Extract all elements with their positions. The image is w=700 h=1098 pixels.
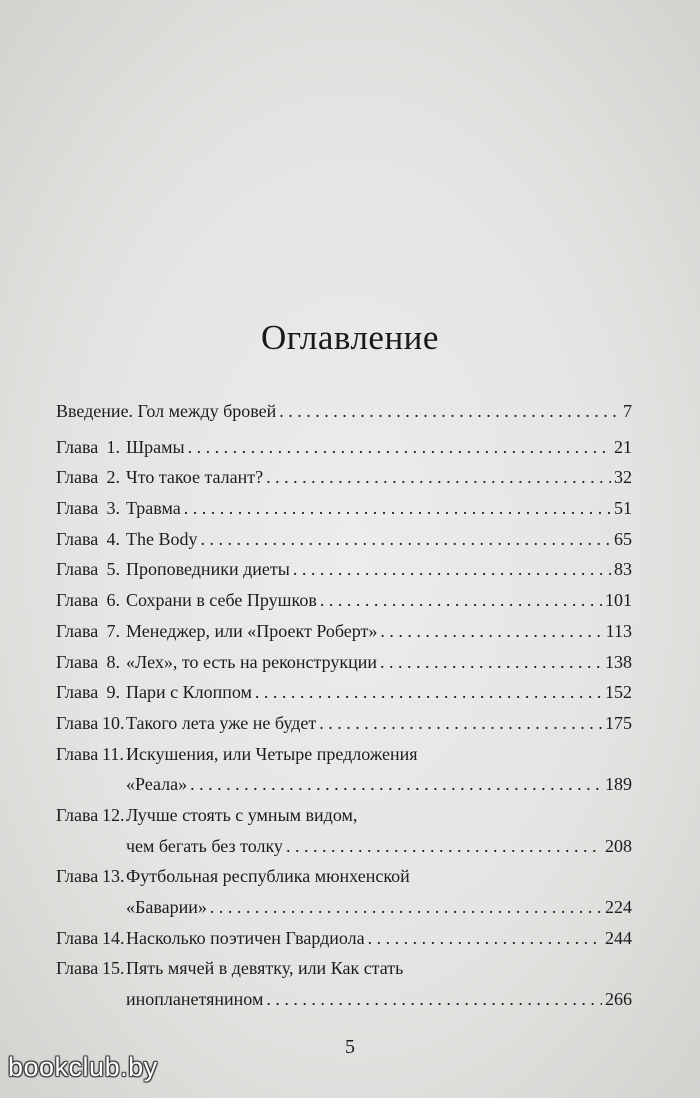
- entry-page-number: 175: [605, 712, 632, 733]
- dot-leader: [380, 616, 602, 647]
- page-number: 5: [345, 1036, 355, 1058]
- chapter-label: Глава: [56, 559, 99, 580]
- entry-title: Что такое талант?: [126, 467, 264, 488]
- toc-entry: [56, 831, 632, 862]
- entry-title: Искушения, или Четыре предложения: [126, 743, 418, 764]
- entry-title: чем бегать без толку: [126, 835, 283, 856]
- entry-page-number: 21: [614, 436, 632, 457]
- chapter-number: 7.: [106, 620, 120, 641]
- chapter-number: 5.: [106, 559, 120, 580]
- chapter-label: Глава: [56, 467, 99, 488]
- entry-title: Введение. Гол между бровей: [56, 401, 277, 421]
- chapter-number: 9.: [106, 682, 120, 703]
- dot-leader: [255, 677, 602, 708]
- entry-title: Насколько поэтичен Гвардиола: [126, 927, 365, 948]
- toc-entry: [56, 892, 632, 923]
- entry-page-number: 224: [605, 897, 632, 917]
- chapter-label: Глава: [56, 590, 99, 611]
- entry-title: Лучше стоять с умным видом,: [126, 804, 358, 825]
- chapter-label: Глава: [56, 958, 99, 979]
- toc-entry: [56, 923, 632, 954]
- dot-leader: [279, 396, 620, 427]
- toc-entry: [56, 616, 632, 647]
- entry-page-number: 51: [614, 498, 632, 519]
- chapter-number: 13.: [102, 866, 125, 887]
- toc-entry: [56, 493, 632, 524]
- chapter-number: 15.: [102, 958, 125, 979]
- chapter-number: 6.: [106, 590, 120, 611]
- chapter-label: Глава: [56, 866, 99, 887]
- chapter-label: Глава: [56, 743, 99, 764]
- entry-page-number: 65: [614, 528, 632, 549]
- entry-title: Футбольная республика мюнхенской: [126, 866, 410, 887]
- chapter-label: Глава: [56, 498, 99, 519]
- chapter-label: Глава: [56, 804, 99, 825]
- chapter-label: Глава: [56, 682, 99, 703]
- toc-entry: [56, 953, 632, 984]
- dot-leader: [184, 493, 611, 524]
- entry-title: инопланетянином: [126, 989, 264, 1010]
- entry-page-number: 113: [605, 620, 632, 641]
- entry-title: Пари с Клоппом: [126, 682, 252, 703]
- chapter-label: Глава: [56, 620, 99, 641]
- entry-title: «Лех», то есть на реконструкции: [126, 651, 378, 672]
- dot-leader: [190, 769, 602, 800]
- dot-leader: [368, 923, 602, 954]
- dot-leader: [266, 984, 602, 1015]
- chapter-label: Глава: [56, 651, 99, 672]
- entry-title: Такого лета уже не будет: [126, 712, 317, 733]
- chapter-number: 1.: [106, 436, 120, 457]
- toc-entry: [56, 524, 632, 555]
- entry-title: Проповедники диеты: [126, 559, 290, 580]
- toc-entry: [56, 861, 632, 892]
- entry-page-number: 32: [614, 467, 632, 488]
- toc-entry: [56, 769, 632, 800]
- dot-leader: [319, 708, 602, 739]
- toc-entry: [56, 396, 632, 427]
- dot-leader: [210, 892, 602, 923]
- chapter-number: 11.: [102, 743, 124, 764]
- entry-page-number: 208: [605, 835, 632, 856]
- chapter-number: 8.: [106, 651, 120, 672]
- chapter-label: Глава: [56, 528, 99, 549]
- entry-title: Шрамы: [126, 436, 185, 457]
- entry-page-number: 266: [605, 989, 632, 1010]
- dot-leader: [380, 647, 602, 678]
- entry-page-number: 189: [605, 774, 632, 795]
- chapter-number: 14.: [102, 927, 125, 948]
- entry-title: Менеджер, или «Проект Роберт»: [126, 620, 378, 641]
- entry-title: The Body: [126, 528, 198, 549]
- entry-page-number: 7: [623, 401, 632, 421]
- chapter-label: Глава: [56, 927, 99, 948]
- chapter-number: 12.: [102, 804, 125, 825]
- toc-entry: [56, 585, 632, 616]
- toc-entry: [56, 432, 632, 463]
- page-title: Оглавление: [261, 318, 439, 357]
- toc-entry: [56, 708, 632, 739]
- entry-title: «Баварии»: [126, 897, 207, 917]
- dot-leader: [286, 831, 602, 862]
- dot-leader: [266, 462, 611, 493]
- entry-title: Пять мячей в девятку, или Как стать: [126, 958, 404, 979]
- dot-leader: [201, 524, 612, 555]
- entry-page-number: 83: [614, 559, 632, 580]
- toc-entry: [56, 677, 632, 708]
- entry-page-number: 101: [605, 590, 632, 611]
- chapter-number: 2.: [106, 467, 120, 488]
- entry-page-number: 152: [605, 682, 632, 703]
- chapter-label: Глава: [56, 712, 99, 733]
- chapter-number: 10.: [102, 712, 125, 733]
- entry-title: «Реала»: [126, 774, 188, 795]
- chapter-number: 3.: [106, 498, 120, 519]
- entry-page-number: 138: [605, 651, 632, 672]
- table-of-contents: [56, 396, 632, 1015]
- toc-entry: [56, 554, 632, 585]
- toc-entry: [56, 800, 632, 831]
- dot-leader: [188, 432, 611, 463]
- watermark-logo: bookclub.by: [8, 1052, 158, 1082]
- chapter-number: 4.: [106, 528, 120, 549]
- entry-title: Травма: [126, 498, 181, 519]
- toc-entry: [56, 984, 632, 1015]
- show-through-text: [60, 10, 640, 67]
- entry-page-number: 244: [605, 927, 632, 948]
- entry-title: Сохрани в себе Прушков: [126, 590, 317, 611]
- chapter-label: Глава: [56, 436, 99, 457]
- dot-leader: [320, 585, 602, 616]
- toc-entry: [56, 462, 632, 493]
- dot-leader: [293, 554, 611, 585]
- toc-entry: [56, 647, 632, 678]
- toc-entry: [56, 739, 632, 770]
